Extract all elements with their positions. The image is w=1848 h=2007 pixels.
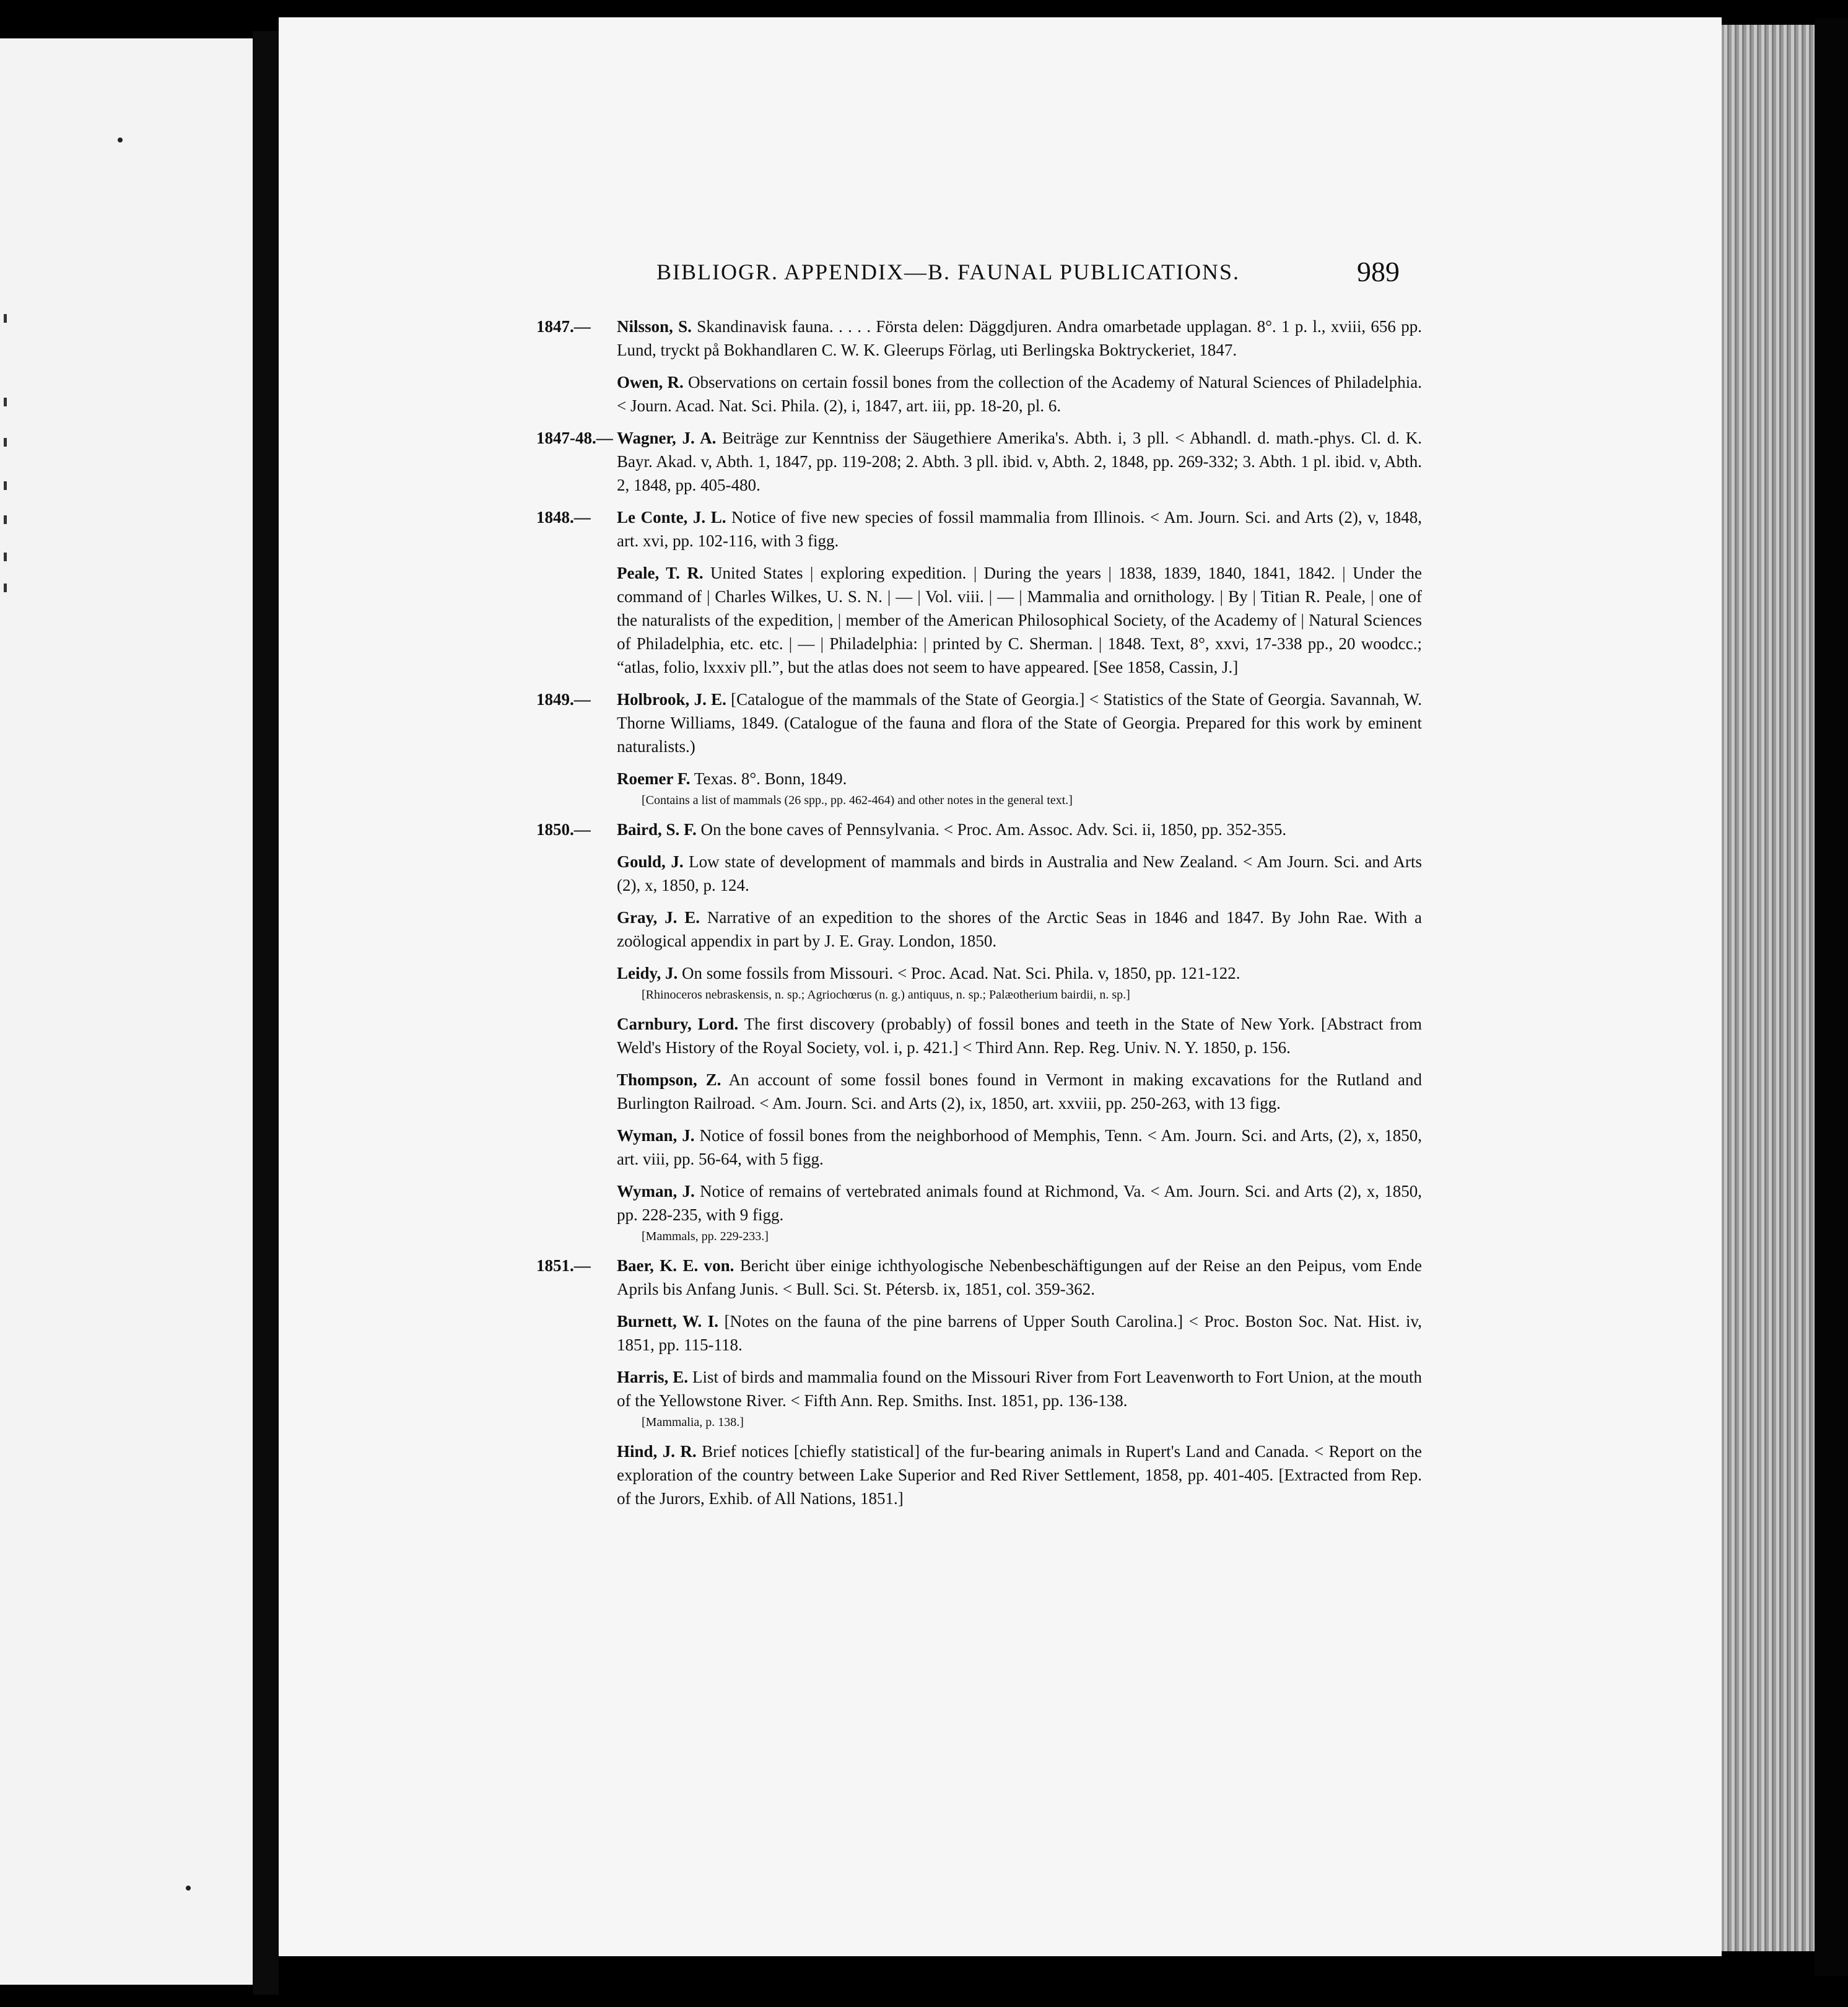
bleed-mark (4, 438, 7, 447)
entry-text (617, 1068, 1422, 1115)
entry-citation: [Notes on the fauna of the pine barrens of Upper South Carolina.] < Proc. Boston Soc. Nat. Hist. iv, 1851, pp. 115-118. (617, 1312, 1422, 1354)
bibliography-entry (536, 1068, 1422, 1115)
entry-author: Baird, S. F. (617, 820, 697, 839)
entry-citation: Notice of remains of vertebrated animals found at Richmond, Va. < Am. Journ. Sci. and Arts (2), x, 1850, pp. 228-235, with 9 figg. (617, 1182, 1422, 1224)
entry-author: Wyman, J. (617, 1182, 695, 1200)
page-number: 989 (1357, 256, 1400, 287)
entry-text (617, 818, 1422, 841)
entry-text (617, 370, 1422, 418)
entry-text (617, 1440, 1422, 1510)
entry-text (617, 1012, 1422, 1059)
entry-year: 1847-48.— (536, 429, 613, 447)
bibliography-list (536, 315, 1422, 1519)
speck (186, 1886, 191, 1891)
entry-citation: On some fossils from Missouri. < Proc. Acad. Nat. Sci. Phila. v, 1850, pp. 121-122. (678, 964, 1240, 982)
entry-year: 1849.— (536, 690, 591, 709)
entry-author: Carnbury, Lord. (617, 1015, 739, 1033)
entry-text (617, 767, 1422, 790)
entry-year: 1851.— (536, 1256, 591, 1275)
entry-author: Owen, R. (617, 373, 684, 391)
bleed-mark (4, 398, 7, 406)
entry-citation: Texas. 8°. Bonn, 1849. (690, 769, 847, 788)
bibliography-entry (536, 688, 1422, 758)
entry-text (617, 850, 1422, 897)
entry-citation: Notice of five new species of fossil mammalia from Illinois. < Am. Journ. Sci. and Arts (2), v, 1848, art. xvi, pp. 102-116, with 3 figg. (617, 508, 1422, 550)
bleed-mark (4, 553, 7, 561)
bibliography-entry (536, 1365, 1422, 1431)
bibliography-entry (536, 1179, 1422, 1245)
entry-author: Thompson, Z. (617, 1070, 721, 1089)
entry-citation: Beiträge zur Kenntniss der Säugethiere Amerika's. Abth. i, 3 pll. < Abhandl. d. math.-phys. Cl. d. K. Bayr. Akad. v, Abth. 1, 1847, pp. 119-208; 2. Abth. 3 pll. ibid. v, Abth. 2, 1848, pp. 269-332; 3. Abth. 1 pl. ibid. v, Abth. 2, 1848, pp. 405-480. (617, 429, 1422, 494)
entry-citation: The first discovery (probably) of fossil bones and teeth in the State of New York. [Abstract from Weld's History of the Royal Society, vol. i, p. 421.] < Third Ann. Rep. Reg. Univ. N. Y. 1850, p. 156. (617, 1015, 1422, 1057)
entry-citation: United States | exploring expedition. | During the years | 1838, 1839, 1840, 1841, 1842. | Under the command of | Charles Wilkes, U. S. N. | — | Vol. viii. | — | Mammalia and ornithology. | By | Titian R. Peale, | one of the naturalists of the expedition, | member of the American Philosophical Society, of the Academy of | Natural Sciences of Philadelphia, etc. etc. | — | Philadelphia: | printed by C. Sherman. | 1848. Text, 8°, xxvi, 17-338 pp., 20 woodcc.; “atlas, folio, lxxxiv pll.”, but the atlas does not seem to have appeared. [See 1858, Cassin, J.] (617, 564, 1422, 676)
bleed-mark (4, 584, 7, 592)
entry-author: Wyman, J. (617, 1126, 695, 1145)
scan-border (1815, 19, 1848, 1976)
entry-citation: Narrative of an expedition to the shores of the Arctic Seas in 1846 and 1847. By John Rae. With a zoölogical appendix in part by J. E. Gray. London, 1850. (617, 908, 1422, 950)
entry-text (617, 906, 1422, 953)
entry-author: Leidy, J. (617, 964, 678, 982)
entry-author: Roemer F. (617, 769, 691, 788)
bibliography-entry (536, 906, 1422, 953)
entry-author: Le Conte, J. L. (617, 508, 726, 527)
speck (118, 138, 123, 142)
bibliography-entry (536, 850, 1422, 897)
entry-citation: Observations on certain fossil bones from the collection of the Academy of Natural Sciences of Philadelphia. < Journ. Acad. Nat. Sci. Phila. (2), i, 1847, art. iii, pp. 18-20, pl. 6. (617, 373, 1423, 415)
book-gutter (253, 31, 279, 1995)
bibliography-entry (536, 818, 1422, 841)
entry-author: Burnett, W. I. (617, 1312, 718, 1331)
entry-author: Hind, J. R. (617, 1442, 697, 1461)
entry-author: Wagner, J. A. (617, 429, 717, 447)
entry-citation: [Catalogue of the mammals of the State of Georgia.] < Statistics of the State of Georgia. Savannah, W. Thorne Williams, 1849. (Catalogue of the fauna and flora of the State of Georgia. Prepared for this work by eminent naturalists.) (617, 690, 1422, 756)
bleed-mark (4, 314, 7, 323)
entry-text (617, 1310, 1422, 1357)
entry-citation: Bericht über einige ichthyologische Nebenbeschäftigungen auf der Reise an den Peipus, vom Ende Aprils bis Anfang Junis. < Bull. Sci. St. Pétersb. ix, 1851, col. 359-362. (617, 1256, 1422, 1298)
entry-text (617, 961, 1422, 985)
entry-note: [Contains a list of mammals (26 spp., pp. 462-464) and other notes in the general text.] (642, 794, 1073, 807)
entry-year: 1847.— (536, 317, 591, 336)
entry-citation: List of birds and mammalia found on the Missouri River from Fort Leavenworth to Fort Union, at the mouth of the Yellowstone River. < Fifth Ann. Rep. Smiths. Inst. 1851, pp. 136-138. (617, 1368, 1422, 1410)
entry-author: Holbrook, J. E. (617, 690, 726, 709)
bleed-mark (4, 481, 7, 490)
bibliography-entry (536, 1440, 1422, 1510)
entry-author: Peale, T. R. (617, 564, 704, 582)
entry-author: Baer, K. E. von. (617, 1256, 734, 1275)
bibliography-entry (536, 1124, 1422, 1171)
bibliography-entry (536, 1310, 1422, 1357)
entry-author: Gould, J. (617, 852, 684, 871)
entry-year: 1848.— (536, 508, 591, 527)
entry-author: Gray, J. E. (617, 908, 700, 927)
running-header (656, 255, 1400, 292)
bibliography-entry (536, 961, 1422, 1004)
facing-page (0, 38, 253, 1985)
entry-text (617, 1254, 1422, 1301)
entry-citation: Low state of development of mammals and birds in Australia and New Zealand. < Am Journ. Sci. and Arts (2), x, 1850, p. 124. (617, 852, 1422, 894)
bibliography-entry (536, 1012, 1422, 1059)
entry-citation: Notice of fossil bones from the neighborhood of Memphis, Tenn. < Am. Journ. Sci. and Arts, (2), x, 1850, art. viii, pp. 56-64, with 5 figg. (617, 1126, 1422, 1168)
entry-author: Harris, E. (617, 1368, 688, 1386)
bibliography-entry (536, 561, 1422, 679)
entry-text (617, 688, 1422, 758)
entry-text (617, 1179, 1422, 1226)
entry-text (617, 1124, 1422, 1171)
entry-author: Nilsson, S. (617, 317, 692, 336)
bibliography-entry (536, 370, 1422, 418)
entry-note: [Mammals, pp. 229-233.] (642, 1230, 769, 1243)
entry-citation: Brief notices [chiefly statistical] of the fur-bearing animals in Rupert's Land and Canada. < Report on the exploration of the country between Lake Superior and Red River Settlement, 1858, pp. 401-405. [Extracted from Rep. of the Jurors, Exhib. of All Nations, 1851.] (617, 1442, 1422, 1508)
bibliography-entry (536, 1254, 1422, 1301)
entry-note: [Rhinoceros nebraskensis, n. sp.; Agriochœrus (n. g.) antiquus, n. sp.; Palæotherium bairdii, n. sp.] (642, 988, 1130, 1002)
entry-text (617, 426, 1422, 497)
page-edges (1722, 25, 1815, 1951)
entry-note: [Mammalia, p. 138.] (642, 1415, 744, 1429)
entry-text (617, 315, 1422, 362)
entry-text (617, 505, 1422, 553)
bibliography-entry (536, 315, 1422, 362)
entry-text (617, 1365, 1422, 1412)
bleed-mark (4, 515, 7, 524)
bibliography-entry (536, 505, 1422, 553)
bibliography-entry (536, 426, 1422, 497)
bibliography-entry (536, 767, 1422, 809)
entry-year: 1850.— (536, 820, 591, 839)
running-title: BIBLIOGR. APPENDIX—B. FAUNAL PUBLICATIONS. (656, 260, 1240, 284)
entry-text (617, 561, 1422, 679)
entry-citation: Skandinavisk fauna. . . . . Första delen: Däggdjuren. Andra omarbetade upplagan. 8°. 1 p. l., xviii, 656 pp. Lund, tryckt på Bokhandlaren C. W. K. Gleerups Förlag, uti Berlingska Boktryckeriet, 1847. (617, 317, 1422, 359)
entry-citation: An account of some fossil bones found in Vermont in making excavations for the Rutland and Burlington Railroad. < Am. Journ. Sci. and Arts (2), ix, 1850, art. xxviii, pp. 250-263, with 13 figg. (617, 1070, 1422, 1113)
entry-citation: On the bone caves of Pennsylvania. < Proc. Am. Assoc. Adv. Sci. ii, 1850, pp. 352-355. (696, 820, 1287, 839)
